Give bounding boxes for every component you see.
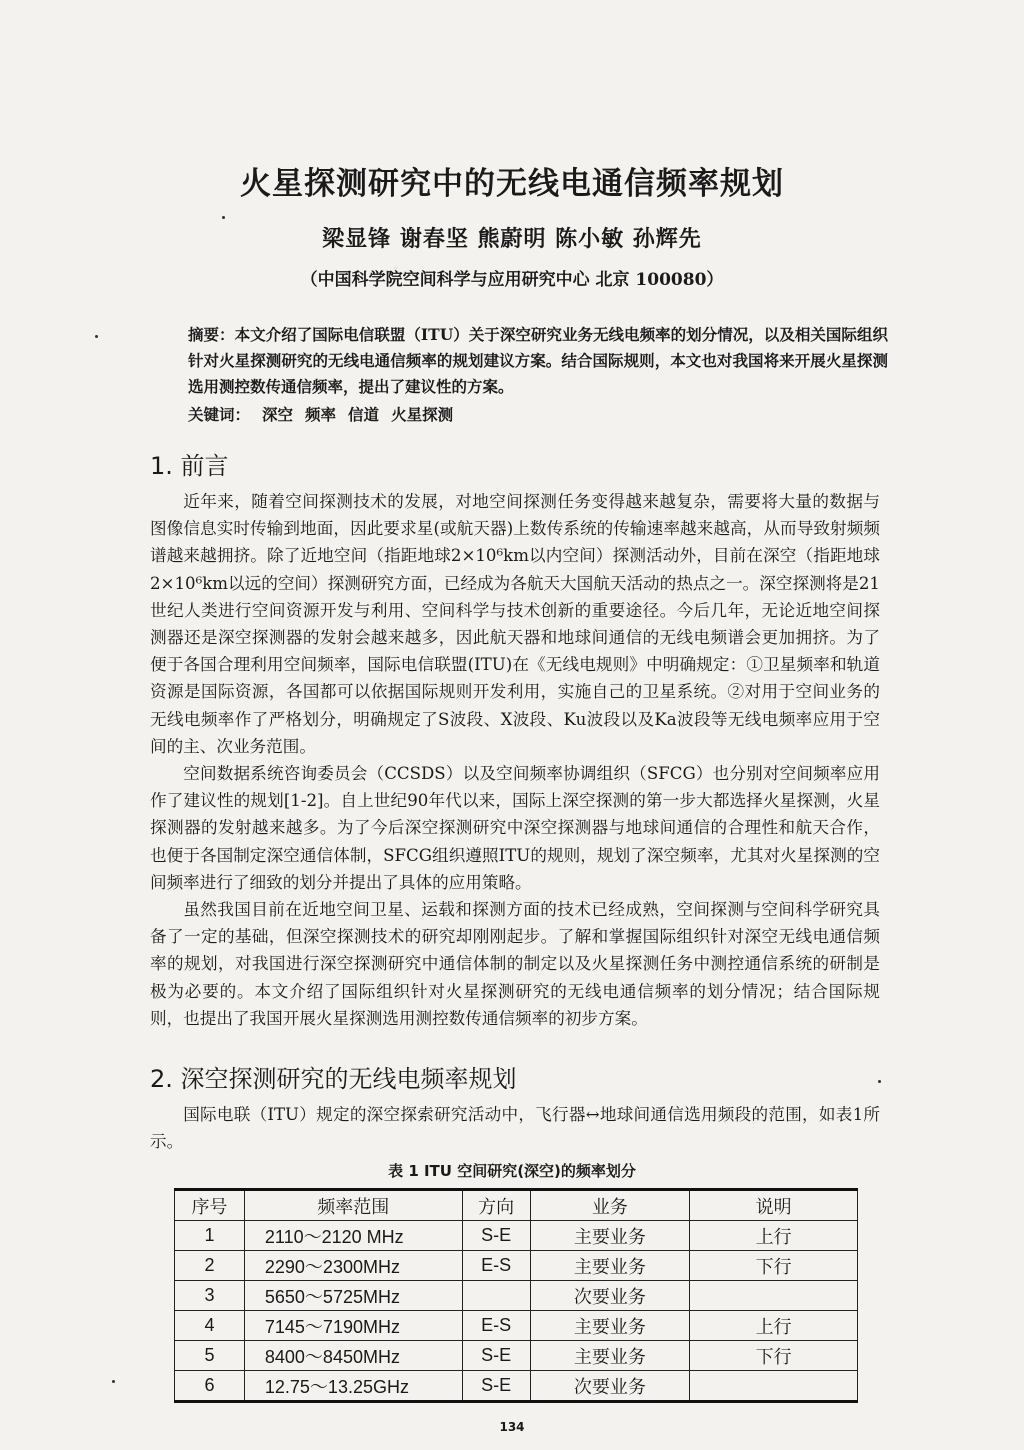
section-heading-intro: 1. 前言 [150,452,229,480]
header-cell: 说明 [690,1190,858,1221]
cell-note [690,1281,858,1311]
cell-no: 1 [175,1221,245,1251]
cell-direction: E-S [462,1311,530,1341]
section-heading-frequency-planning: 2. 深空探测研究的无线电频率规划 [150,1065,517,1093]
section-body-frequency-planning [150,1101,880,1155]
keyword: 频率 [305,405,337,424]
cell-note [690,1371,858,1402]
cell-direction: S-E [462,1371,530,1402]
cell-service: 主要业务 [530,1341,690,1371]
header-cell: 方向 [462,1190,530,1221]
cell-service: 主要业务 [530,1251,690,1281]
cell-note: 上行 [690,1221,858,1251]
section-body-intro [150,488,880,1032]
cell-service: 次要业务 [530,1371,690,1402]
cell-range: 7145～7190MHz [244,1311,462,1341]
paragraph: 国际电联（ITU）规定的深空探索研究活动中，飞行器↔地球间通信选用频段的范围，如表1所示。 [150,1105,880,1152]
header-cell: 频率范围 [244,1190,462,1221]
affiliation: （中国科学院空间科学与应用研究中心 北京 100080） [300,270,724,290]
cell-range: 12.75～13.25GHz [244,1371,462,1402]
keywords-label: 关键词： [188,405,251,424]
cell-range: 5650～5725MHz [244,1281,462,1311]
paper-title: 火星探测研究中的无线电通信频率规划 [240,166,784,202]
keyword: 深空 [262,405,294,424]
paragraph: 近年来，随着空间探测技术的发展，对地空间探测任务变得越来越复杂，需要将大量的数据与图像信息实时传输到地面，因此要求星(或航天器)上数传系统的传输速率越来越高，从而导致射频频谱越来越拥挤。除了近地空间（指距地球2×10⁶km以内空间）探测活动外，目前在深空（指距地球2×10⁶km以远的空间）探测研究方面，已经成为各航天大国航天活动的热点之一。深空探测将是21世纪人类进行空间资源开发与利用、空间科学与技术创新的重要途径。今后几年，无论近地空间探测器还是深空探测器的发射会越来越多，因此航天器和地球间通信的无线电频谱会更加拥挤。为了便于各国合理利用空间频率，国际电信联盟(ITU)在《无线电规则》中明确规定：①卫星频率和轨道资源是国际资源，各国都可以依据国际规则开发利用，实施自己的卫星系统。②对用于空间业务的无线电频率作了严格划分，明确规定了S波段、X波段、Ku波段以及Ka波段等无线电频率应用于空间的主、次业务范围。 [150,492,880,756]
scan-speck [112,1380,115,1383]
header-cell: 序号 [175,1190,245,1221]
table-row [175,1341,858,1371]
frequency-table [174,1188,858,1403]
abstract-text: 摘要：本文介绍了国际电信联盟（ITU）关于深空研究业务无线电频率的划分情况，以及相关国际组织针对火星探测研究的无线电通信频率的规划建议方案。结合国际规则，本文也对我国将来开展火星探测选用测控数传通信频率，提出了建议性的方案。 [188,325,888,396]
cell-range: 2110～2120 MHz [244,1221,462,1251]
table-row [175,1221,858,1251]
table-row [175,1371,858,1402]
cell-no: 3 [175,1281,245,1311]
cell-note: 下行 [690,1251,858,1281]
cell-note: 下行 [690,1341,858,1371]
author-list: 梁显锋 谢春坚 熊蔚明 陈小敏 孙辉先 [322,226,702,252]
cell-direction: E-S [462,1251,530,1281]
header-cell: 业务 [530,1190,690,1221]
cell-direction [462,1281,530,1311]
table-row [175,1311,858,1341]
table-row [175,1281,858,1311]
cell-no: 4 [175,1311,245,1341]
keyword: 火星探测 [391,405,454,424]
cell-no: 5 [175,1341,245,1371]
table-header-row [175,1190,858,1221]
cell-service: 主要业务 [530,1311,690,1341]
cell-direction: S-E [462,1341,530,1371]
keyword: 信道 [348,405,380,424]
paragraph: 虽然我国目前在近地空间卫星、运载和探测方面的技术已经成熟，空间探测与空间科学研究具备了一定的基础，但深空探测技术的研究却刚刚起步。了解和掌握国际组织针对深空无线电通信频率的规划，对我国进行深空探测研究中通信体制的制定以及火星探测任务中测控通信系统的研制是极为必要的。本文介绍了国际组织针对火星探测研究的无线电通信频率的划分情况；结合国际规则，也提出了我国开展火星探测选用测控数传通信频率的初步方案。 [150,900,880,1028]
cell-direction: S-E [462,1221,530,1251]
page-number: 134 [499,1420,525,1434]
keywords-line [188,402,888,428]
scan-speck [878,1080,881,1083]
scan-speck [222,216,225,219]
cell-service: 次要业务 [530,1281,690,1311]
table-row [175,1251,858,1281]
paragraph: 空间数据系统咨询委员会（CCSDS）以及空间频率协调组织（SFCG）也分别对空间频率应用作了建议性的规划[1-2]。自上世纪90年代以来，国际上深空探测的第一步大都选择火星探测，火星探测器的发射越来越多。为了今后深空探测研究中深空探测器与地球间通信的合理性和航天合作，也便于各国制定深空通信体制，SFCG组织遵照ITU的规则，规划了深空频率，尤其对火星探测的空间频率进行了细致的划分并提出了具体的应用策略。 [150,764,880,892]
table-caption: 表 1 ITU 空间研究(深空)的频率划分 [388,1162,636,1180]
cell-no: 2 [175,1251,245,1281]
scan-speck [95,335,98,338]
cell-no: 6 [175,1371,245,1402]
cell-note: 上行 [690,1311,858,1341]
abstract-block [188,322,888,428]
cell-service: 主要业务 [530,1221,690,1251]
cell-range: 2290～2300MHz [244,1251,462,1281]
cell-range: 8400～8450MHz [244,1341,462,1371]
